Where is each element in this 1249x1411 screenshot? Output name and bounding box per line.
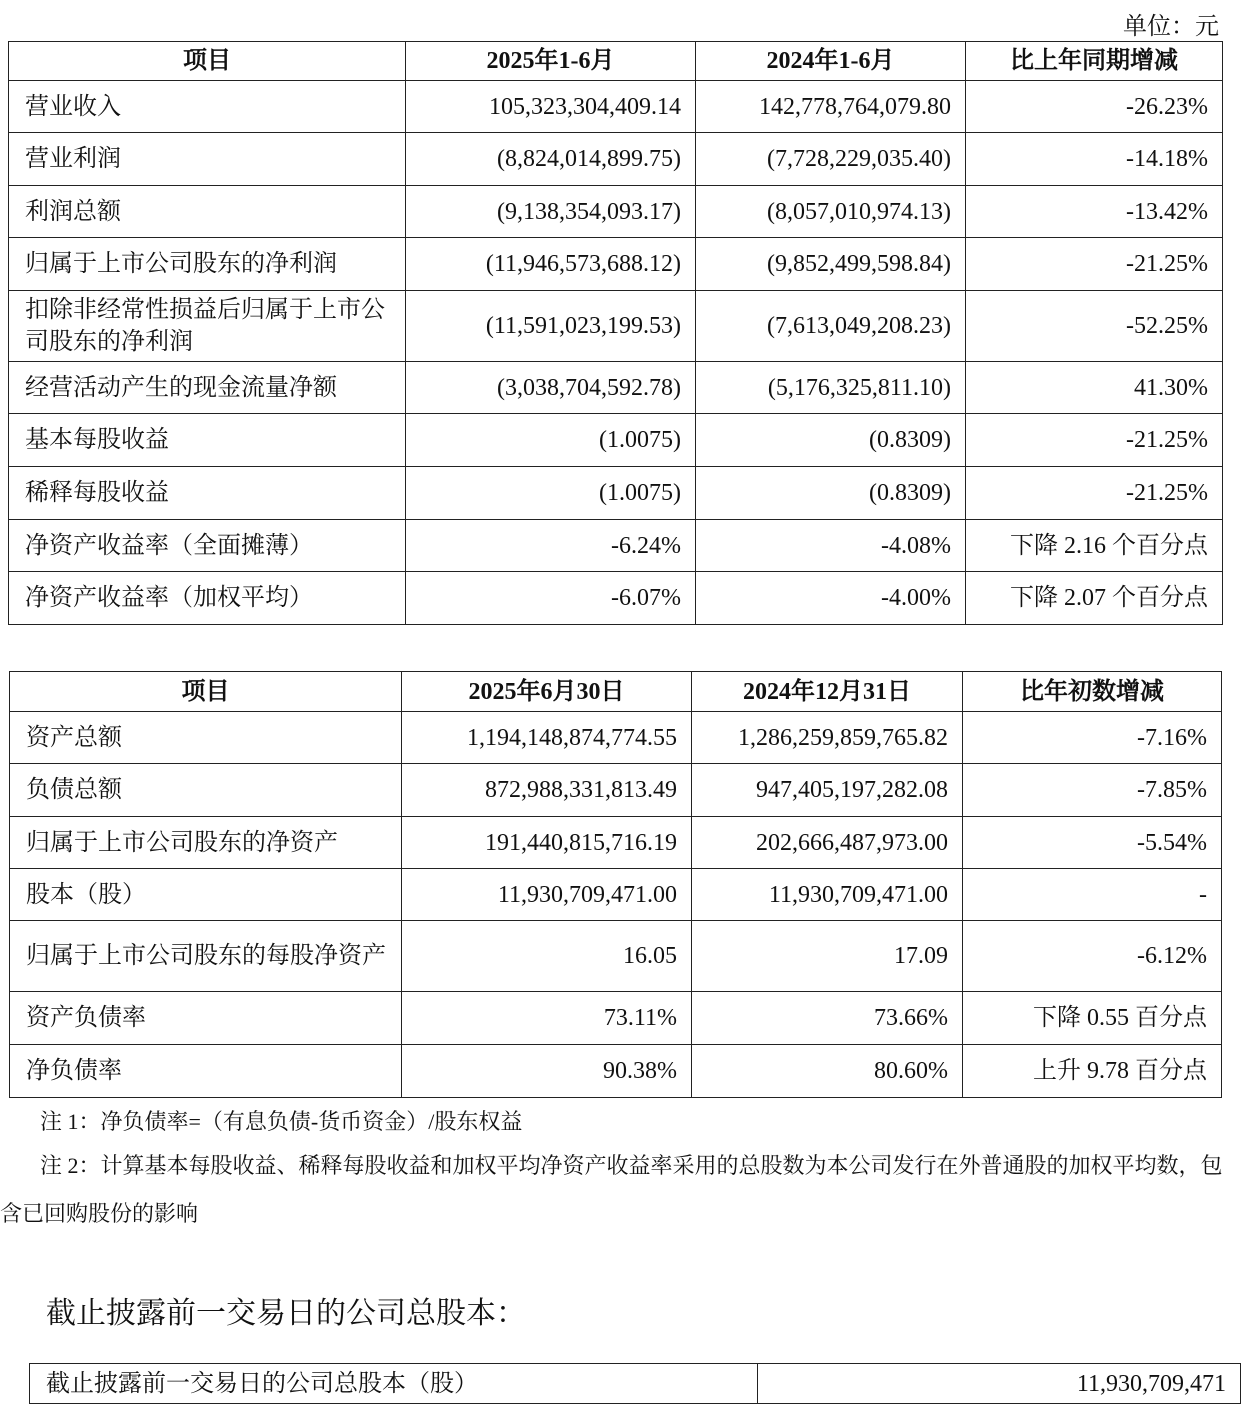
cell-value: 872,988,331,813.49	[402, 764, 692, 817]
row-label: 归属于上市公司股东的净资产	[10, 817, 402, 869]
cell-value: (0.8309)	[696, 414, 966, 467]
table-row	[9, 291, 1223, 362]
row-label: 基本每股收益	[9, 414, 406, 467]
cell-value: (5,176,325,811.10)	[696, 362, 966, 414]
table-row	[9, 362, 1223, 414]
row-label: 营业利润	[9, 133, 406, 186]
column-header: 比上年同期增减	[966, 42, 1223, 81]
table-row	[30, 1364, 1241, 1404]
row-label: 负债总额	[10, 764, 402, 817]
column-header: 项目	[10, 672, 402, 712]
cell-value: -7.85%	[963, 764, 1222, 817]
cell-value: (9,138,354,093.17)	[406, 186, 696, 238]
table-row	[9, 572, 1223, 625]
row-label: 净资产收益率（全面摊薄）	[9, 520, 406, 572]
cell-value: -6.07%	[406, 572, 696, 625]
row-label: 扣除非经常性损益后归属于上市公司股东的净利润	[9, 291, 406, 362]
cell-value: 16.05	[402, 921, 692, 992]
row-label: 利润总额	[9, 186, 406, 238]
row-label: 净负债率	[10, 1045, 402, 1098]
cell-value: 1,286,259,859,765.82	[692, 712, 963, 764]
cell-value: 1,194,148,874,774.55	[402, 712, 692, 764]
cell-value: -21.25%	[966, 238, 1223, 291]
table-row	[10, 712, 1222, 764]
table-row	[9, 467, 1223, 520]
table-row	[10, 869, 1222, 921]
note-2: 注 2：计算基本每股收益、稀释每股收益和加权平均净资产收益率采用的总股数为本公司发行在外普通股的加权平均数，包含已回购股份的影响	[0, 1153, 1223, 1226]
row-label: 归属于上市公司股东的每股净资产	[10, 921, 402, 992]
table-row	[10, 817, 1222, 869]
row-label: 资产总额	[10, 712, 402, 764]
table-row	[10, 1045, 1222, 1098]
table-row	[9, 414, 1223, 467]
cell-value: 105,323,304,409.14	[406, 81, 696, 133]
income-table	[8, 41, 1223, 625]
cell-value: (7,728,229,035.40)	[696, 133, 966, 186]
row-label: 资产负债率	[10, 992, 402, 1045]
cell-value: 下降 2.07 个百分点	[966, 572, 1223, 625]
cell-value: -4.08%	[696, 520, 966, 572]
table-row	[10, 764, 1222, 817]
cell-value: 73.11%	[402, 992, 692, 1045]
cell-value: -4.00%	[696, 572, 966, 625]
cell-value: -6.24%	[406, 520, 696, 572]
cell-value: -7.16%	[963, 712, 1222, 764]
table-row	[9, 133, 1223, 186]
cell-value: 142,778,764,079.80	[696, 81, 966, 133]
column-header: 2025年6月30日	[402, 672, 692, 712]
cell-value: -26.23%	[966, 81, 1223, 133]
cell-value: (1.0075)	[406, 414, 696, 467]
section-title: 截止披露前一交易日的公司总股本：	[46, 1297, 526, 1330]
table-row	[9, 520, 1223, 572]
note-1: 注 1：净负债率=（有息负债-货币资金）/股东权益	[40, 1109, 523, 1134]
cell-value: 11,930,709,471.00	[402, 869, 692, 921]
cell-value: -5.54%	[963, 817, 1222, 869]
cell-value: 11,930,709,471	[758, 1364, 1241, 1404]
row-label: 稀释每股收益	[9, 467, 406, 520]
cell-value: 191,440,815,716.19	[402, 817, 692, 869]
cell-value: -	[963, 869, 1222, 921]
cell-value: (11,591,023,199.53)	[406, 291, 696, 362]
share-capital-table	[29, 1363, 1241, 1404]
cell-value: -21.25%	[966, 467, 1223, 520]
cell-value: (9,852,499,598.84)	[696, 238, 966, 291]
row-label: 经营活动产生的现金流量净额	[9, 362, 406, 414]
row-label: 净资产收益率（加权平均）	[9, 572, 406, 625]
cell-value: (8,057,010,974.13)	[696, 186, 966, 238]
cell-value: -21.25%	[966, 414, 1223, 467]
row-label: 归属于上市公司股东的净利润	[9, 238, 406, 291]
cell-value: 上升 9.78 百分点	[963, 1045, 1222, 1098]
row-label: 截止披露前一交易日的公司总股本（股）	[30, 1364, 758, 1404]
cell-value: (0.8309)	[696, 467, 966, 520]
row-label: 营业收入	[9, 81, 406, 133]
cell-value: -13.42%	[966, 186, 1223, 238]
table-row	[9, 186, 1223, 238]
table-row	[9, 238, 1223, 291]
cell-value: 73.66%	[692, 992, 963, 1045]
cell-value: -6.12%	[963, 921, 1222, 992]
column-header: 项目	[9, 42, 406, 81]
header-row	[9, 42, 1223, 81]
balance-table	[9, 671, 1222, 1098]
column-header: 2024年1-6月	[696, 42, 966, 81]
cell-value: -14.18%	[966, 133, 1223, 186]
column-header: 2025年1-6月	[406, 42, 696, 81]
column-header: 比年初数增减	[963, 672, 1222, 712]
cell-value: (1.0075)	[406, 467, 696, 520]
cell-value: -52.25%	[966, 291, 1223, 362]
cell-value: 下降 2.16 个百分点	[966, 520, 1223, 572]
cell-value: (8,824,014,899.75)	[406, 133, 696, 186]
cell-value: 947,405,197,282.08	[692, 764, 963, 817]
cell-value: 41.30%	[966, 362, 1223, 414]
cell-value: 202,666,487,973.00	[692, 817, 963, 869]
cell-value: (3,038,704,592.78)	[406, 362, 696, 414]
cell-value: 17.09	[692, 921, 963, 992]
column-header: 2024年12月31日	[692, 672, 963, 712]
cell-value: 下降 0.55 百分点	[963, 992, 1222, 1045]
header-row	[10, 672, 1222, 712]
table-row	[10, 921, 1222, 992]
cell-value: 11,930,709,471.00	[692, 869, 963, 921]
cell-value: 90.38%	[402, 1045, 692, 1098]
cell-value: (7,613,049,208.23)	[696, 291, 966, 362]
table-row	[9, 81, 1223, 133]
cell-value: 80.60%	[692, 1045, 963, 1098]
row-label: 股本（股）	[10, 869, 402, 921]
unit-label: 单位：元	[1123, 14, 1219, 40]
table-row	[10, 992, 1222, 1045]
cell-value: (11,946,573,688.12)	[406, 238, 696, 291]
